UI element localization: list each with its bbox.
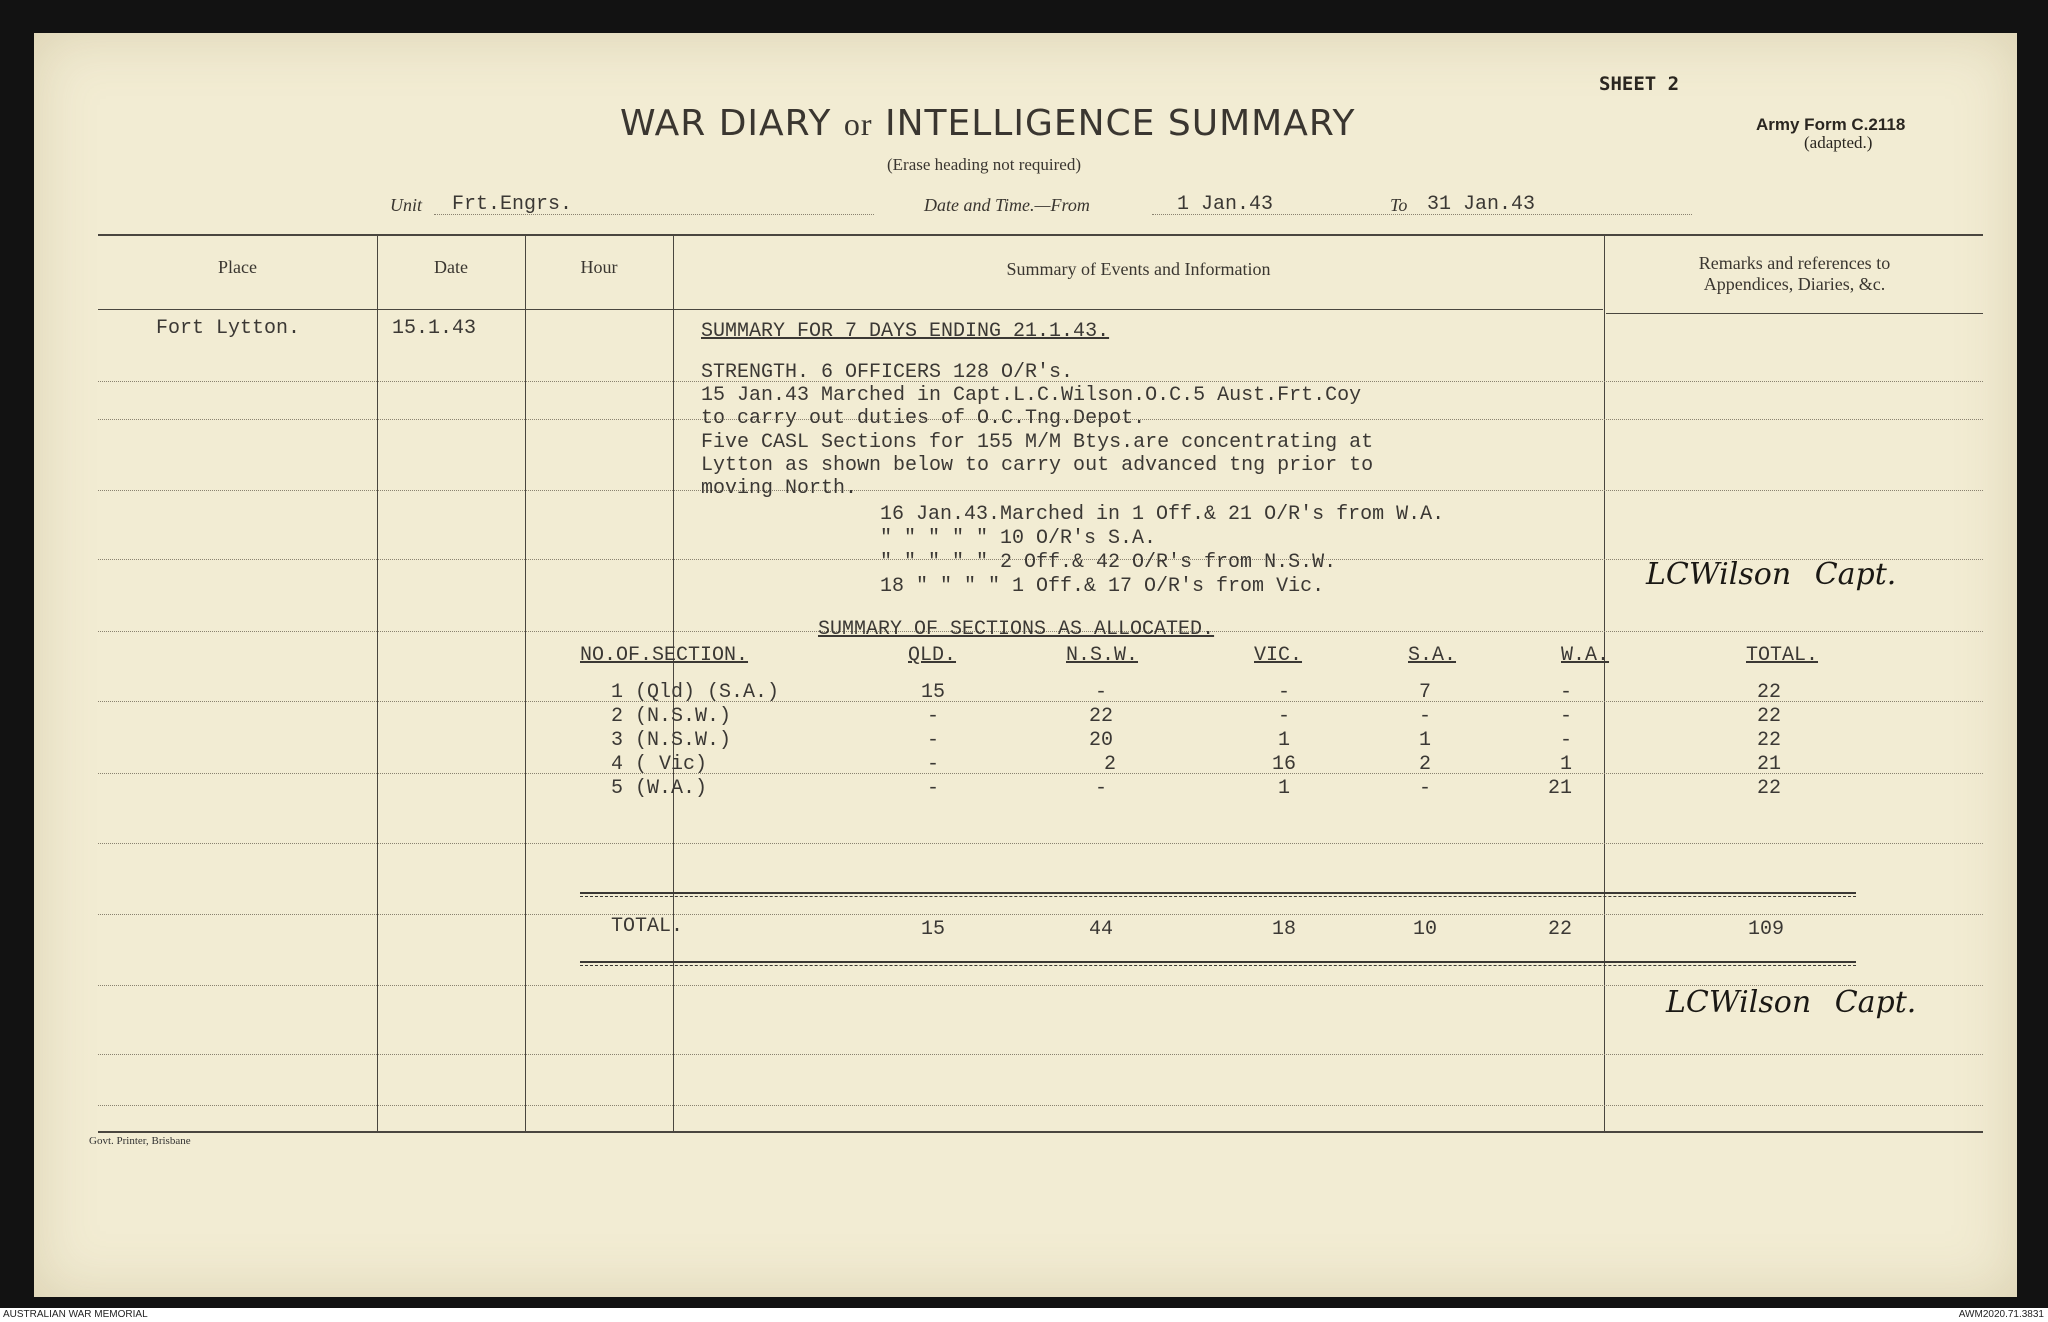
allocation-total-label: TOTAL. (611, 915, 684, 938)
allocation-cell-section: 2 (N.S.W.) (611, 705, 732, 728)
column-header-date: Date (434, 257, 468, 277)
header-rule-right (1606, 313, 1983, 314)
march-line: 18 " " " " 1 Off.& 17 O/R's from Vic. (880, 575, 1325, 598)
allocation-total-qld: 15 (920, 918, 945, 941)
summary-line: to carry out duties of O.C.Tng.Depot. (701, 407, 1146, 430)
ruled-line (98, 914, 1983, 915)
allocation-total-wa: 22 (1547, 918, 1572, 941)
allocation-cell-total: 21 (1756, 753, 1781, 776)
archive-caption-left: AUSTRALIAN WAR MEMORIAL (3, 1309, 148, 1320)
summary-line: Five CASL Sections for 155 M/M Btys.are concentrating at (701, 431, 1374, 454)
ruled-line (98, 773, 1983, 774)
allocation-header-nsw: N.S.W. (1066, 644, 1139, 667)
allocation-cell-qld: - (926, 729, 939, 752)
signature-rank: Capt. (1834, 985, 1917, 1020)
ruled-line (98, 843, 1983, 844)
war-diary-sheet (34, 33, 2017, 1297)
allocation-cell-section: 5 (W.A.) (611, 777, 708, 800)
allocation-cell-vic: 16 (1271, 753, 1296, 776)
allocation-cell-wa: - (1559, 681, 1572, 704)
march-line: " " " " " 10 O/R's S.A. (880, 527, 1157, 550)
allocation-header-wa: W.A. (1561, 644, 1610, 667)
allocation-cell-sa: 2 (1418, 753, 1431, 776)
column-header-summary: Summary of Events and Information (1006, 259, 1271, 279)
allocation-cell-total: 22 (1756, 681, 1781, 704)
total-rule-lower-2 (580, 965, 1856, 966)
total-rule-lower (580, 961, 1856, 963)
allocation-cell-qld: 15 (920, 681, 945, 704)
allocation-cell-section: 1 (Qld) (S.A.) (611, 681, 780, 704)
summary-line: 15 Jan.43 Marched in Capt.L.C.Wilson.O.C.5 Aust.Frt.Coy (701, 384, 1362, 407)
allocation-cell-wa: 1 (1559, 753, 1572, 776)
allocation-cell-nsw: 20 (1088, 729, 1113, 752)
column-header-remarks-line2: Appendices, Diaries, &c. (1703, 274, 1886, 294)
printer-imprint: Govt. Printer, Brisbane (89, 1135, 191, 1147)
signature-lower (1666, 985, 1916, 1020)
allocation-cell-wa: 21 (1547, 777, 1572, 800)
allocation-cell-qld: - (926, 777, 939, 800)
allocation-total-vic: 18 (1271, 918, 1296, 941)
sheet-number: SHEET 2 (1599, 73, 1680, 95)
total-rule-upper-2 (580, 896, 1856, 897)
table-top-rule (98, 234, 1983, 236)
allocation-total-nsw: 44 (1088, 918, 1113, 941)
page-title (620, 103, 1356, 144)
column-header-hour: Hour (580, 257, 618, 277)
allocation-header-qld: QLD. (908, 644, 957, 667)
allocation-cell-vic: - (1277, 705, 1290, 728)
allocation-cell-qld: - (926, 705, 939, 728)
allocation-cell-sa: - (1418, 705, 1431, 728)
summary-heading: SUMMARY FOR 7 DAYS ENDING 21.1.43. (701, 320, 1110, 343)
march-line: 16 Jan.43.Marched in 1 Off.& 21 O/R's from W.A. (880, 503, 1445, 526)
ruled-line (98, 1054, 1983, 1055)
summary-line: STRENGTH. 6 OFFICERS 128 O/R's. (701, 361, 1074, 384)
unit-value: Frt.Engrs. (452, 193, 573, 216)
erase-heading-note: (Erase heading not required) (887, 155, 1081, 174)
summary-line: moving North. (701, 477, 858, 500)
title-intelligence-summary: INTELLIGENCE SUMMARY (884, 103, 1356, 144)
allocation-cell-total: 22 (1756, 705, 1781, 728)
allocation-total-total: 109 (1747, 918, 1784, 941)
column-header-remarks-line1: Remarks and references to (1698, 253, 1891, 273)
allocation-cell-sa: 7 (1418, 681, 1431, 704)
archive-caption-bar (0, 1308, 2048, 1322)
allocation-cell-nsw: - (1094, 777, 1107, 800)
ruled-line (98, 1105, 1983, 1106)
allocation-cell-section: 3 (N.S.W.) (611, 729, 732, 752)
allocation-cell-qld: - (926, 753, 939, 776)
total-rule-upper (580, 892, 1856, 894)
allocation-cell-total: 22 (1756, 777, 1781, 800)
unit-dotted-line (434, 214, 874, 215)
army-form-adapted: (adapted.) (1804, 133, 1873, 152)
date-from-label: Date and Time.—From (924, 195, 1090, 215)
signature-name: LCWilson (1666, 985, 1812, 1020)
allocation-cell-sa: - (1418, 777, 1431, 800)
march-line: " " " " " 2 Off.& 42 O/R's from N.S.W. (880, 551, 1337, 574)
allocation-cell-nsw: - (1094, 681, 1107, 704)
signature-upper (1646, 557, 1896, 592)
header-rule-left (98, 309, 1603, 310)
allocation-header-sa: S.A. (1408, 644, 1457, 667)
archive-caption-right: AWM2020.71.3831 (1958, 1309, 2044, 1320)
signature-rank: Capt. (1814, 557, 1897, 592)
allocation-cell-nsw: 22 (1088, 705, 1113, 728)
ruled-line (98, 701, 1983, 702)
ruled-line (98, 490, 1983, 491)
title-or: or (843, 106, 873, 142)
allocation-title: SUMMARY OF SECTIONS AS ALLOCATED. (818, 618, 1215, 641)
allocation-cell-section: 4 ( Vic) (611, 753, 708, 776)
place-date-divider (377, 234, 378, 1131)
allocation-cell-vic: 1 (1277, 729, 1290, 752)
column-header-place: Place (218, 257, 257, 277)
allocation-cell-sa: 1 (1418, 729, 1431, 752)
summary-remarks-divider (1604, 234, 1605, 1131)
allocation-cell-nsw: 2 (1103, 753, 1116, 776)
table-bottom-rule (98, 1131, 1983, 1133)
allocation-header-section: NO.OF.SECTION. (580, 644, 749, 667)
allocation-header-vic: VIC. (1254, 644, 1303, 667)
summary-line: Lytton as shown below to carry out advanced tng prior to (701, 454, 1374, 477)
allocation-cell-wa: - (1559, 729, 1572, 752)
allocation-header-total: TOTAL. (1746, 644, 1819, 667)
allocation-cell-vic: - (1277, 681, 1290, 704)
unit-label: Unit (390, 195, 423, 215)
allocation-cell-total: 22 (1756, 729, 1781, 752)
entry-date: 15.1.43 (392, 317, 477, 340)
allocation-cell-vic: 1 (1277, 777, 1290, 800)
allocation-total-sa: 10 (1412, 918, 1437, 941)
entry-place: Fort Lytton. (156, 317, 301, 340)
date-to-value: 31 Jan.43 (1427, 193, 1536, 216)
date-from-value: 1 Jan.43 (1177, 193, 1274, 216)
army-form-number: Army Form C.2118 (1756, 115, 1906, 134)
date-dotted-line (1152, 214, 1692, 215)
signature-name: LCWilson (1646, 557, 1792, 592)
date-to-label: To (1390, 195, 1408, 215)
date-hour-divider (525, 234, 526, 1131)
allocation-cell-wa: - (1559, 705, 1572, 728)
title-war-diary: WAR DIARY (620, 103, 832, 144)
